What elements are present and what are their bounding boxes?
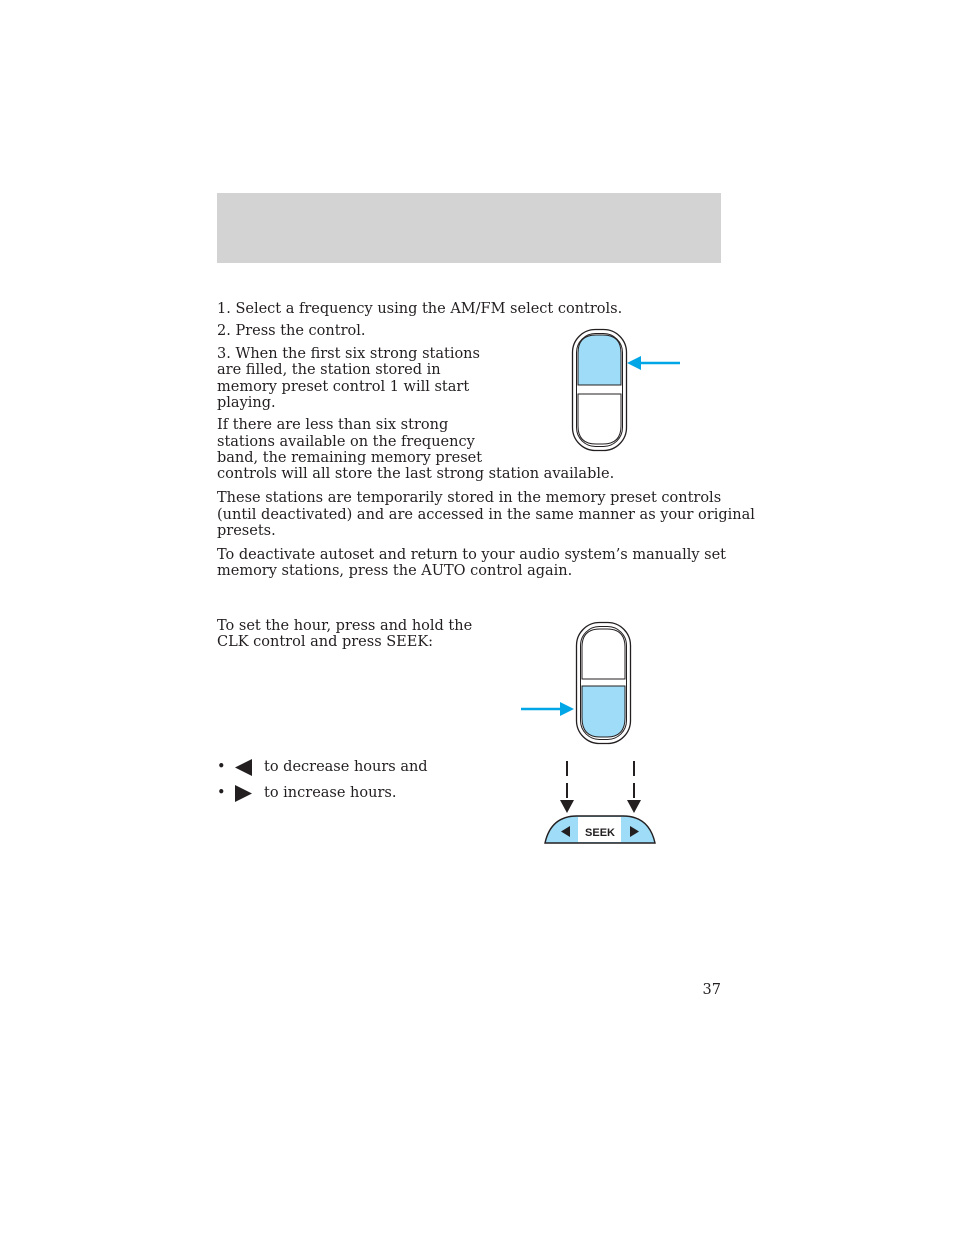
seek-right-leader-arrow xyxy=(627,761,641,813)
text-line: controls will all store the last strong station available. xyxy=(217,466,615,482)
rocker-bottom-highlighted xyxy=(582,686,625,737)
step-2-text: 2. Press the control. xyxy=(217,323,366,339)
text-line: To deactivate autoset and return to your audio system’s manually set xyxy=(217,547,727,563)
clock-seek-illustration xyxy=(515,618,665,848)
bullet-text: to decrease hours and xyxy=(264,759,428,775)
pointer-arrow-head xyxy=(627,356,641,370)
text-line: 3. When the first six strong stations xyxy=(217,346,480,362)
rocker-top-highlighted xyxy=(578,335,621,385)
text-line: (until deactivated) and are accessed in the same manner as your original xyxy=(217,507,755,523)
pointer-arrow-head xyxy=(560,702,574,716)
text-line: presets. xyxy=(217,523,276,539)
right-triangle-icon xyxy=(235,785,253,803)
text-line: are filled, the station stored in xyxy=(217,362,441,378)
bullet-text: to increase hours. xyxy=(264,785,397,801)
text-line: playing. xyxy=(217,395,276,411)
text-line: band, the remaining memory preset xyxy=(217,450,483,466)
rocker-bottom xyxy=(578,394,621,444)
text-line: memory preset control 1 will start xyxy=(217,379,470,395)
text-line: memory stations, press the AUTO control again. xyxy=(217,563,573,579)
text-line: To set the hour, press and hold the xyxy=(217,618,473,634)
section-header-band xyxy=(217,193,721,263)
rocker-top xyxy=(582,629,625,679)
text-line: If there are less than six strong xyxy=(217,417,449,433)
bullet-dot: • xyxy=(217,785,226,801)
text-line: stations available on the frequency xyxy=(217,434,475,450)
page-number: 37 xyxy=(702,982,721,998)
text-line: These stations are temporarily stored in the memory preset controls xyxy=(217,490,722,506)
text-line: CLK control and press SEEK: xyxy=(217,634,434,650)
bullet-dot: • xyxy=(217,759,226,775)
seek-left-leader-arrow xyxy=(560,761,574,813)
preset-rocker-illustration xyxy=(560,325,690,455)
step-1-text: 1. Select a frequency using the AM/FM select controls. xyxy=(217,301,623,317)
seek-button xyxy=(545,816,655,843)
left-triangle-icon xyxy=(235,759,253,777)
seek-label: SEEK xyxy=(585,827,615,839)
